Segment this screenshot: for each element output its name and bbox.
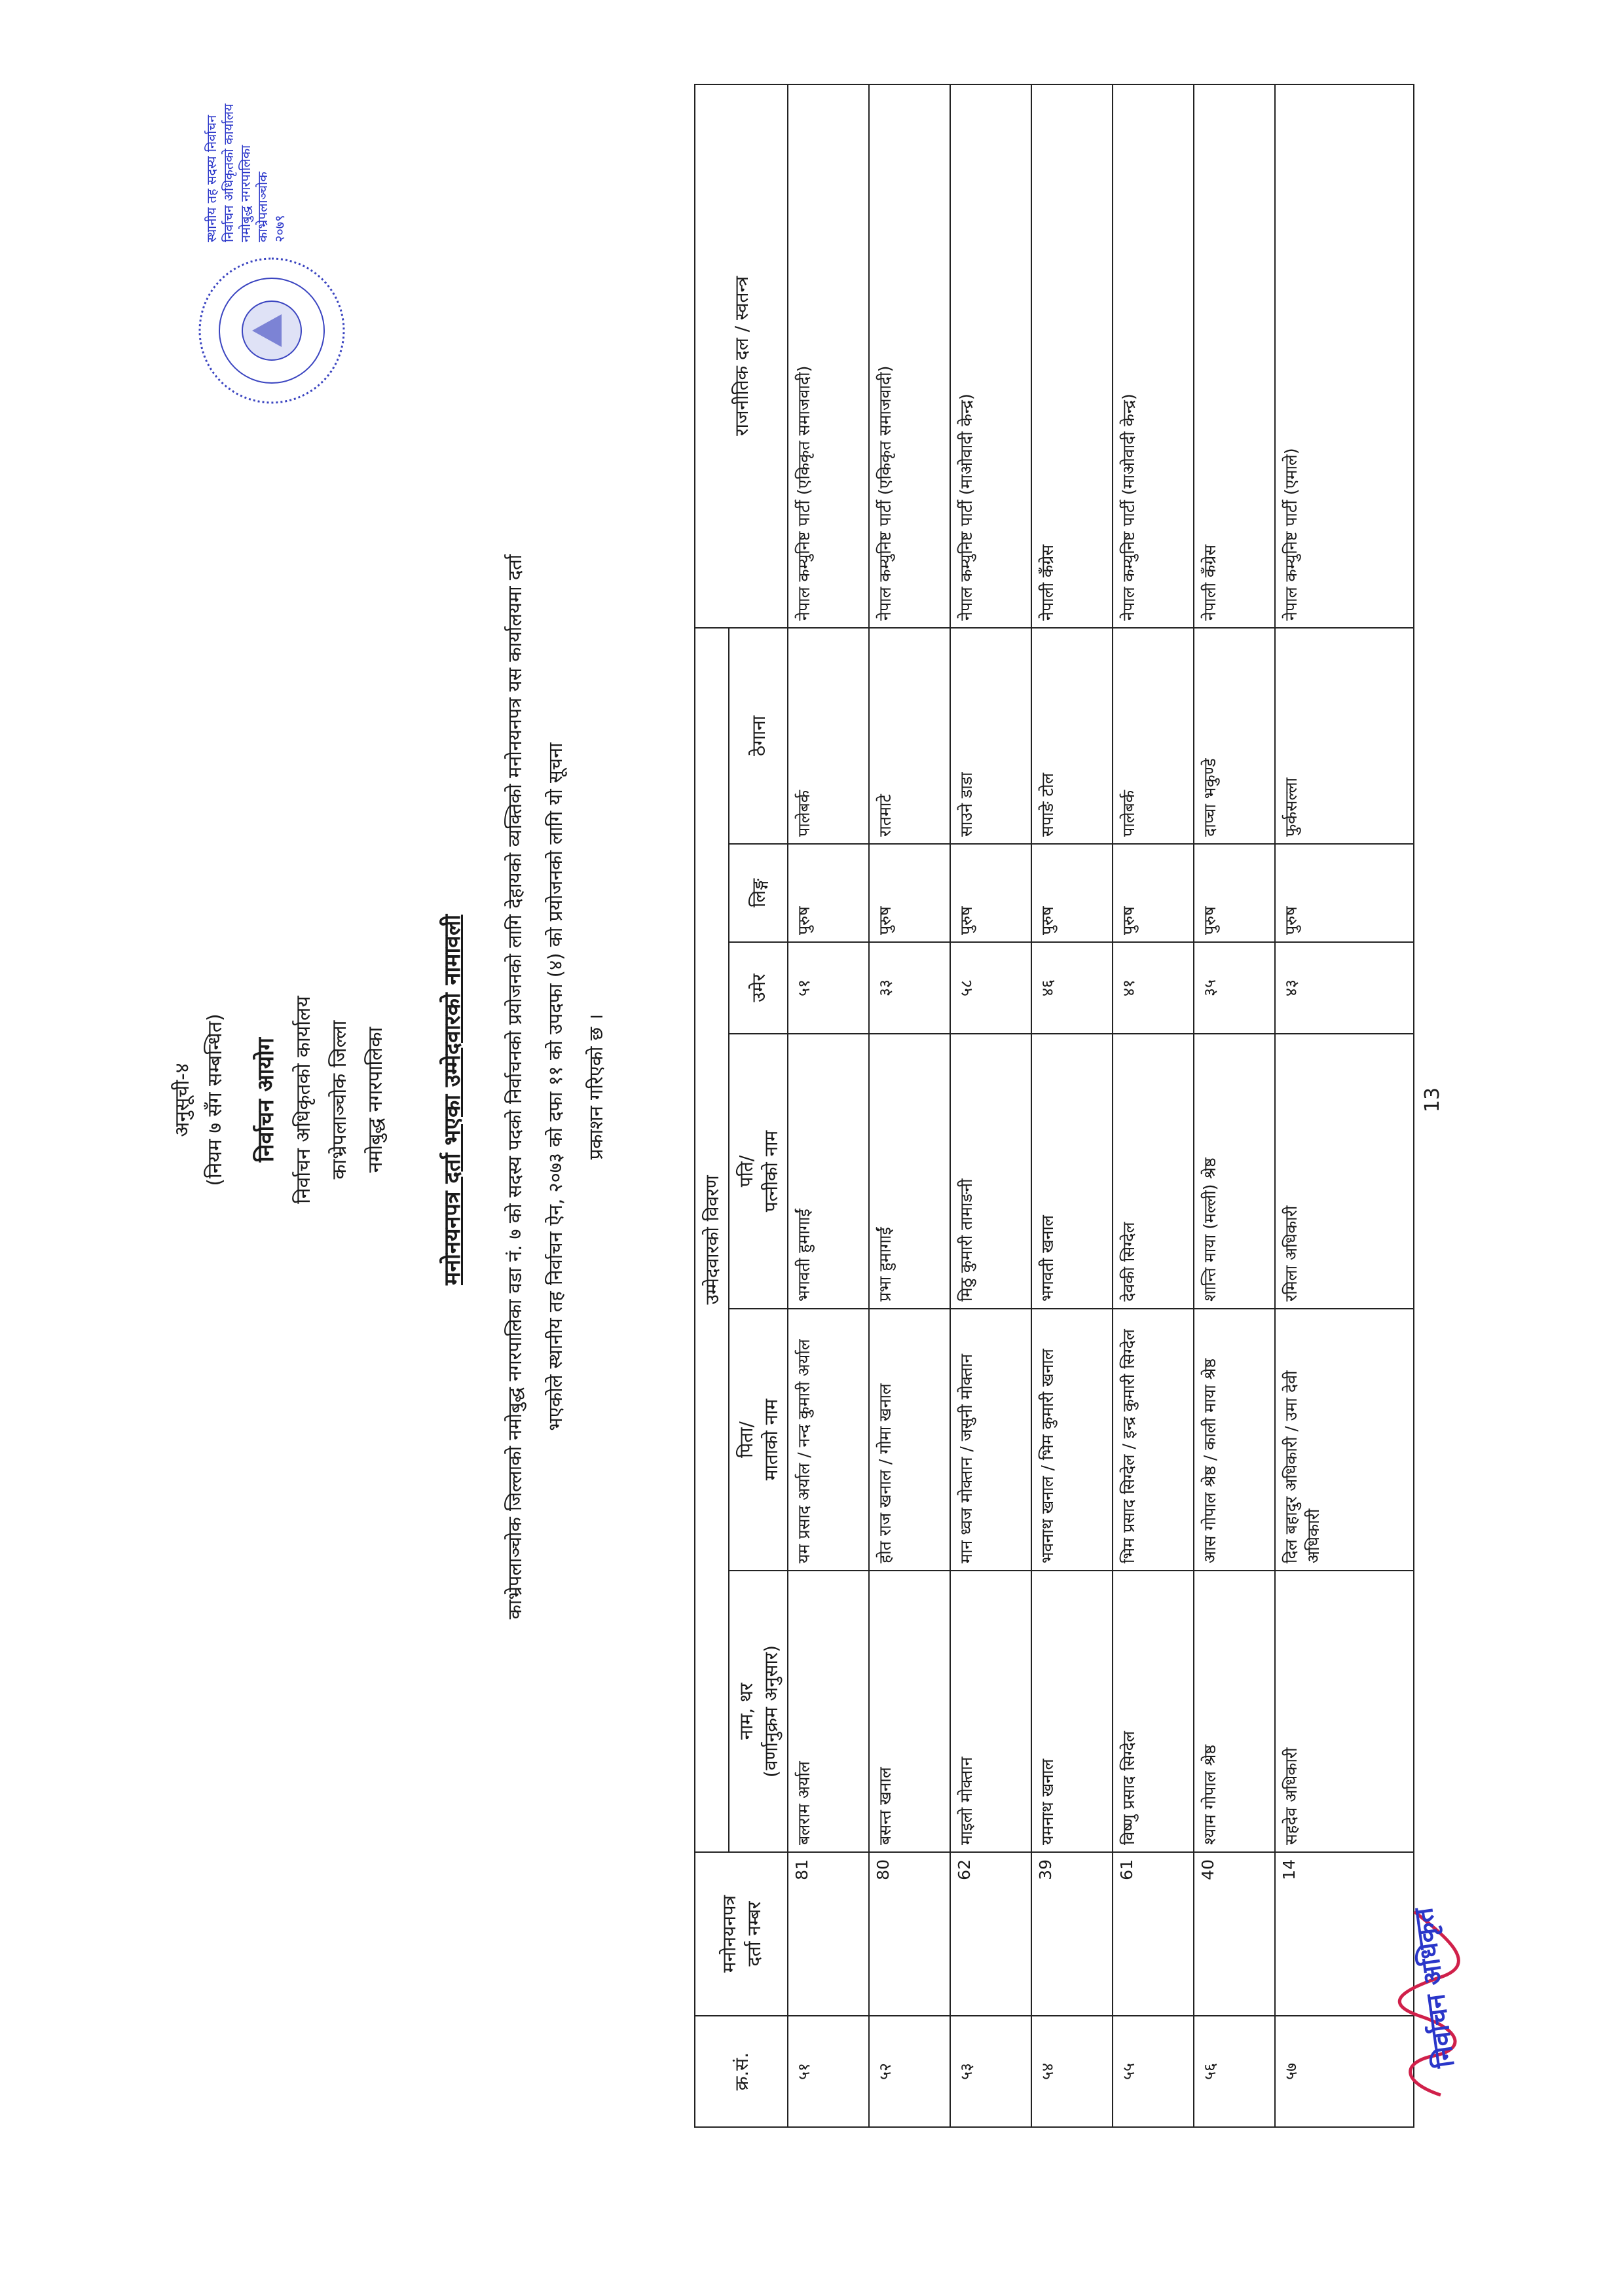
district-name: काभ्रेपलाञ्चोक जिल्ला: [328, 1020, 351, 1180]
table-row: [1194, 84, 1275, 2127]
table-row: [1031, 84, 1113, 2127]
col-header-age: उमेर: [729, 942, 788, 1034]
schedule-label: अनुसूची-४: [171, 1063, 194, 1137]
cell-gender: पुरुष: [869, 844, 950, 942]
cell-age: ३३: [869, 942, 950, 1034]
cell-spouse: भगवती खनाल: [1031, 1034, 1113, 1309]
cell-party: नेपाल कम्युनिष्ट पार्टी (एमाले): [1275, 84, 1414, 628]
cell-address: फुर्कसल्ला: [1275, 628, 1414, 844]
intro-paragraph: काभ्रेपलाञ्चोक जिल्लाको नमोबुद्ध नगरपालिका वडा नं. ७ को सदस्य पदको निर्वाचनको प्रयोजनको लागि देहायको व्यक्तिको मनोनयनपत्र यस कार्यालयमा दर्ता भएकोले स्थानीय तह निर्वाचन ऐन, २०७३ को दफा ११ को उपदफा (४) को प्रयोजनको लागि यो सूचना प्रकाशन गरिएको छ ।: [504, 554, 607, 1620]
cell-parent: यम प्रसाद अर्याल / नन्द कुमारी अर्याल: [788, 1309, 869, 1571]
cell-age: ४३: [1275, 942, 1414, 1034]
seal-text: स्थानीय तह सदस्य निर्वाचन निर्वाचन अधिकृतको कार्यालय नमोबुद्ध नगरपालिका काभ्रेपलाञ्चोक २०७९: [204, 103, 287, 242]
col-header-address: ठेगाना: [729, 628, 788, 844]
cell-sn: ५१: [788, 2016, 869, 2127]
cell-name: बलराम अर्याल: [788, 1571, 869, 1852]
cell-party: नेपाल कम्युनिष्ट पार्टी (एकिकृत समाजवादी): [869, 84, 950, 628]
cell-spouse: प्रभा हुमागाईं: [869, 1034, 950, 1309]
col-header-gender: लिङ्ग: [729, 844, 788, 942]
cell-sn: ५६: [1194, 2016, 1275, 2127]
document-title: मनोनयनपत्र दर्ता भएका उम्मेदवारको नामावली: [439, 914, 466, 1286]
cell-spouse: देवकी सिग्देल: [1113, 1034, 1194, 1309]
cell-name: माइलो मोक्तान: [950, 1571, 1031, 1852]
cell-age: ४१: [1113, 942, 1194, 1034]
cell-address: सपाङे टोल: [1031, 628, 1113, 844]
cell-party: नेपाली कँग्रेस: [1194, 84, 1275, 628]
cell-spouse: मिठु कुमारी तामाङनी: [950, 1034, 1031, 1309]
cell-reg-no: 40: [1194, 1852, 1275, 2016]
col-header-parent: पिता/ माताको नाम: [729, 1309, 788, 1571]
cell-party: नेपाल कम्युनिष्ट पार्टी (माओवादी केन्द्र): [950, 84, 1031, 628]
cell-parent: होत राज खनाल / गोमा खनाल: [869, 1309, 950, 1571]
cell-address: पालेबर्क: [788, 628, 869, 844]
table-row: [788, 84, 869, 2127]
cell-name: सहदेव अधिकारी: [1275, 1571, 1414, 1852]
cell-address: साउने डाडा: [950, 628, 1031, 844]
cell-reg-no: 14: [1275, 1852, 1414, 2016]
table-row: [869, 84, 950, 2127]
cell-spouse: भगवती हुमागाईं: [788, 1034, 869, 1309]
cell-parent: मान ध्वज मोक्तान / जसुनी मोक्तान: [950, 1309, 1031, 1571]
cell-sn: ५५: [1113, 2016, 1194, 2127]
cell-address: पालेबर्क: [1113, 628, 1194, 844]
cell-party: नेपाल कम्युनिष्ट पार्टी (माओवादी केन्द्र): [1113, 84, 1194, 628]
cell-sn: ५३: [950, 2016, 1031, 2127]
cell-name: यमनाथ खनाल: [1031, 1571, 1113, 1852]
cell-name: श्याम गोपाल श्रेष्ठ: [1194, 1571, 1275, 1852]
col-header-party: राजनीतिक दल / स्वतन्त्र: [695, 84, 788, 628]
col-header-name: नाम, थर (वर्णानुक्रम अनुसार): [729, 1571, 788, 1852]
cell-age: ५८: [950, 942, 1031, 1034]
col-header-sn: क्र.सं.: [695, 2016, 788, 2127]
cell-reg-no: 81: [788, 1852, 869, 2016]
cell-reg-no: 39: [1031, 1852, 1113, 2016]
cell-party: नेपाली कँग्रेस: [1031, 84, 1113, 628]
cell-gender: पुरुष: [1113, 844, 1194, 942]
cell-parent: भवनाथ खनाल / भिम कुमारी खनाल: [1031, 1309, 1113, 1571]
document-page: [92, 20, 1461, 2180]
cell-reg-no: 61: [1113, 1852, 1194, 2016]
cell-address: रातमाटे: [869, 628, 950, 844]
cell-spouse: शान्ति माया (मल्ली) श्रेष्ठ: [1194, 1034, 1275, 1309]
cell-sn: ५७: [1275, 2016, 1414, 2127]
table-row: [1113, 84, 1194, 2127]
cell-party: नेपाल कम्युनिष्ट पार्टी (एकिकृत समाजवादी): [788, 84, 869, 628]
commission-name: निर्वाचन आयोग: [253, 1037, 279, 1163]
cell-gender: पुरुष: [1194, 844, 1275, 942]
cell-sn: ५२: [869, 2016, 950, 2127]
cell-gender: पुरुष: [788, 844, 869, 942]
table-header-row: [695, 84, 729, 2127]
cell-address: दाप्चा भकुण्डे: [1194, 628, 1275, 844]
cell-parent: आस गोपाल श्रेष्ठ / काली माया श्रेष्ठ: [1194, 1309, 1275, 1571]
candidate-table: [694, 84, 1414, 2128]
cell-name: विष्णु प्रसाद सिग्देल: [1113, 1571, 1194, 1852]
office-name: निर्वाचन अधिकृतको कार्यालय: [292, 996, 315, 1204]
cell-parent: दिल बहादुर अधिकारी / उमा देवी अधिकारी: [1275, 1309, 1414, 1571]
cell-reg-no: 80: [869, 1852, 950, 2016]
cell-name: बसन्त खनाल: [869, 1571, 950, 1852]
cell-age: ३५: [1194, 942, 1275, 1034]
signature-title: निर्वाचन अधिकृत: [1408, 1906, 1461, 2069]
cell-age: ५१: [788, 942, 869, 1034]
col-header-spouse: पति/ पत्नीको नाम: [729, 1034, 788, 1309]
col-header-reg-no: मनोनयनपत्र दर्ता नम्बर: [695, 1852, 788, 2016]
cell-parent: भिम प्रसाद सिग्देल / इन्द्र कुमारी सिग्देल: [1113, 1309, 1194, 1571]
cell-reg-no: 62: [950, 1852, 1031, 2016]
cell-gender: पुरुष: [950, 844, 1031, 942]
cell-gender: पुरुष: [1031, 844, 1113, 942]
cell-spouse: रमिला अधिकारी: [1275, 1034, 1414, 1309]
cell-sn: ५४: [1031, 2016, 1113, 2127]
rule-reference: (नियम ७ सँग सम्बन्धित): [204, 1013, 227, 1186]
col-header-candidate-details: उम्मेदवारको विवरण: [695, 628, 729, 1852]
table-row: [950, 84, 1031, 2127]
page-number: 13: [1421, 1087, 1444, 1113]
municipality-name: नमोबुद्ध नगरपालिका: [364, 1027, 387, 1173]
cell-gender: पुरुष: [1275, 844, 1414, 942]
cell-age: ४६: [1031, 942, 1113, 1034]
